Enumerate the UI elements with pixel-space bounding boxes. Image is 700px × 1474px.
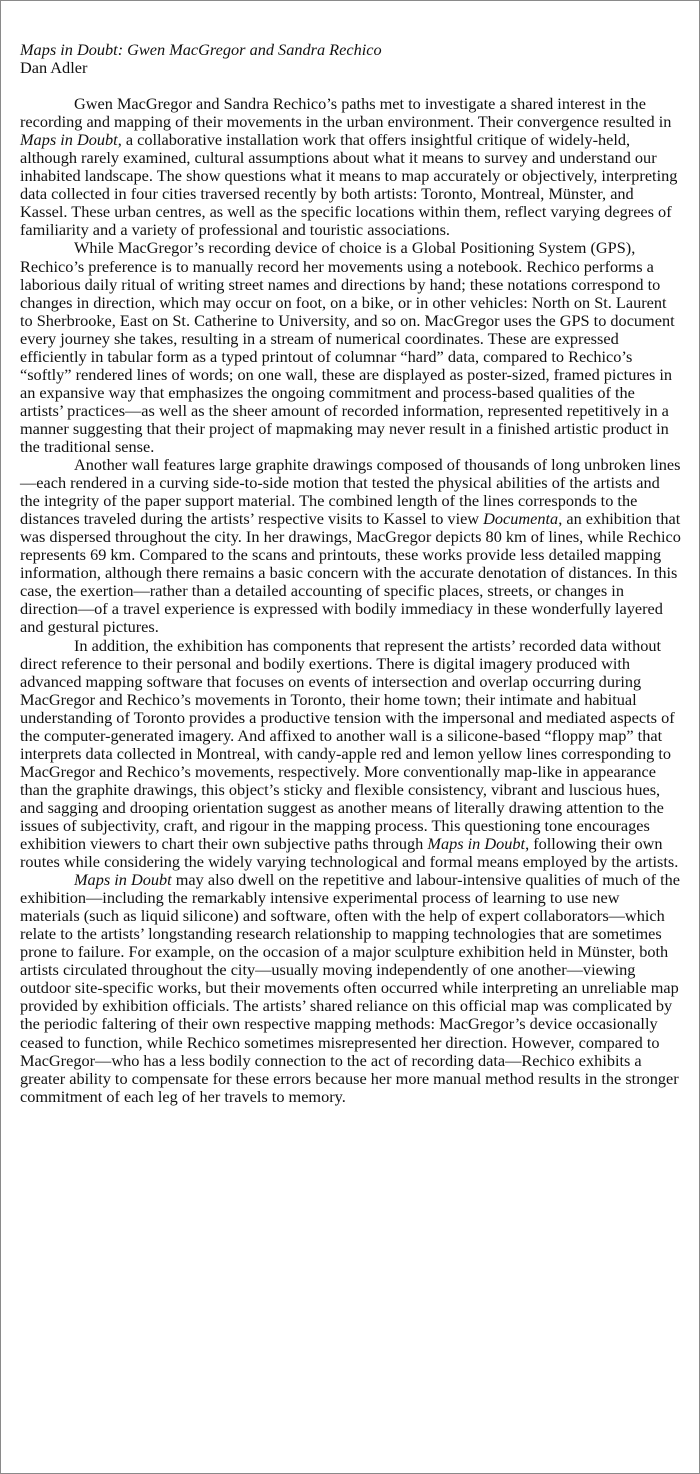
text-run: In addition, the exhibition has components that represent the artists’ recorded data without direct reference to their personal and bodily exertions. There is digital imagery produced with advanced mapping software that focuses on events of intersection and overlap occurring during MacGregor and Rechico’s movements in Toronto, their home town; their intimate and habitual understanding of Toronto provides a productive tension with the impersonal and mediated aspects of the computer-generated imagery. And affixed to another wall is a silicone-based “floppy map” that interprets data collected in Montreal, with candy-apple red and lemon yellow lines corresponding to MacGregor and Rechico’s movements, respectively. More conventionally map-like in appearance than the graphite drawings, this object’s sticky and flexible consistency, vibrant and luscious hues, and sagging and drooping orientation suggest as another means of literally drawing attention to the issues of subjectivity, craft, and rigour in the mapping process. This questioning tone encourages exhibition viewers to chart their own subjective paths through: [20, 635, 675, 854]
text-run: may also dwell on the repetitive and labour-intensive qualities of much of the exhibition—including the remarkably intensive experimental process of learning to use new materials (such as liquid silicone) and software, often with the help of expert collaborators—which relate to the artists’ longstanding research relationship to mapping technologies that are sometimes prone to failure. For example, on the occasion of a major sculpture exhibition held in Münster, both artists circulated throughout the city—usually moving independently of one another—viewing outdoor site-specific works, but their movements often occurred while interpreting an unreliable map provided by exhibition officials. The artists’ shared reliance on this official map was complicated by the periodic faltering of their own respective mapping methods: MacGregor’s device occasionally ceased to function, while Rechico sometimes misrepresented her direction. However, compared to MacGregor—who has a less bodily connection to the act of recording data—Rechico exhibits a greater ability to compensate for these errors because her more manual method results in the stronger commitment of each leg of her travels to memory.: [20, 870, 681, 1106]
italic-title-run: Maps in Doubt: [20, 130, 118, 150]
text-run: , an exhibition that was dispersed throughout the city. In her drawings, MacGregor depicts 80 km of lines, while Rechico represents 69 km. Compared to the scans and printouts, these works provide less detailed mapping information, although there remains a basic concern with the accurate denotation of distances. In this case, the exertion—rather than a detailed accounting of specific places, streets, or changes in direction—of a travel experience is expressed with bodily immediacy in these wonderfully layered and gestural pictures.: [20, 509, 681, 637]
body-paragraph: [20, 637, 681, 872]
text-run: While MacGregor’s recording device of choice is a Global Positioning System (GPS), Rechico’s preference is to manually record her movements using a notebook. Rechico performs a laborious daily ritual of writing street names and directions by hand; these notations correspond to changes in direction, which may occur on foot, on a bike, or in other vehicles: North on St. Laurent to Sherbrooke, East on St. Catherine to University, and so on. MacGregor uses the GPS to document every journey she takes, resulting in a stream of numerical coordinates. These are expressed efficiently in tabular form as a typed printout of columnar “hard” data, compared to Rechico’s “softly” rendered lines of words; on one wall, these are displayed as poster-sized, framed pictures in an expansive way that emphasizes the ongoing commitment and process-based qualities of the artists’ practices—as well as the sheer amount of recorded information, represented repetitively in a manner suggesting that their project of mapmaking may never result in a finished artistic product in the traditional sense.: [20, 238, 675, 456]
body-paragraph: [20, 871, 681, 1106]
text-run: Gwen MacGregor and Sandra Rechico’s paths met to investigate a shared interest in the recording and mapping of their movements in the urban environment. Their convergence resulted in: [20, 94, 672, 132]
author-name: Dan Adler: [20, 58, 88, 78]
body-paragraph: [20, 456, 681, 636]
italic-title-run: Maps in Doubt: [427, 834, 526, 854]
italic-title-run: Documenta: [483, 509, 559, 529]
body-paragraph: [20, 95, 681, 239]
text-run: , following their own routes while considering the widely varying technological and formal means employed by the artists.: [20, 834, 679, 872]
text-run: Another wall features large graphite drawings composed of thousands of long unbroken lines—each rendered in a curving side-to-side motion that tested the physical abilities of the artists and the integrity of the paper support material. The combined length of the lines corresponds to the distances traveled during the artists’ respective visits to Kassel to view: [20, 455, 681, 529]
text-run: , a collaborative installation work that offers insightful critique of widely-held, although rarely examined, cultural assumptions about what it means to survey and understand our inhabited landscape. The show questions what it means to map accurately or objectively, interpreting data collected in four cities traversed recently by both artists: Toronto, Montreal, Münster, and Kassel. These urban centres, as well as the specific locations within them, reflect varying degrees of familiarity and a variety of professional and touristic associations.: [20, 130, 678, 240]
body-paragraph: [20, 239, 681, 456]
essay-title: Maps in Doubt: Gwen MacGregor and Sandra Rechico: [20, 40, 382, 59]
italic-title-run: Maps in Doubt: [74, 870, 172, 890]
